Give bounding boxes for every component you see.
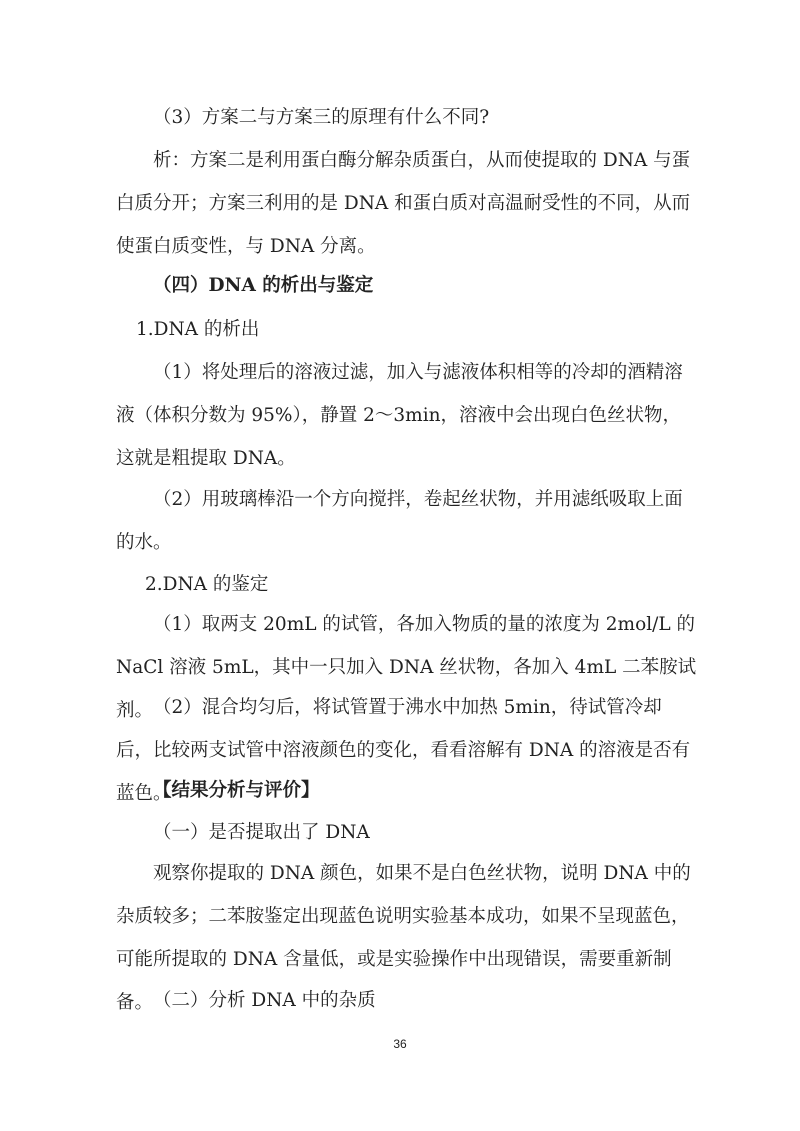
section-heading-4: （四）DNA 的析出与鉴定 — [153, 275, 374, 296]
subheading-dna-identification: 2.DNA 的鉴定 — [145, 574, 269, 595]
observation-paragraph: 观察你提取的 DNA 颜色，如果不是白色丝状物，说明 DNA 中的杂质较多；二苯胺鉴定出现蓝色说明实验基本成功，如果不呈现蓝色，可能所提取的 DNA 含量低，或是实验操作中出现错误，需要重新制备。 — [116, 863, 691, 1013]
subheading-extraction-check: （一）是否提取出了 DNA — [153, 822, 370, 843]
step-1-precipitation: （1）将处理后的溶液过滤，加入与滤液体积相等的冷却的酒精溶液（体积分数为 95%），静置 2～3min，溶液中会出现白色丝状物，这就是粗提取 DNA。 — [116, 362, 683, 469]
step-1-identification: （1）取两支 20mL 的试管，各加入物质的量的浓度为 2mol/L 的 NaCl 溶液 5mL，其中一只加入 DNA 丝状物，各加入 4mL 二苯胺试剂。 — [116, 614, 697, 721]
page-number: 36 — [393, 1037, 407, 1051]
question-3: （3）方案二与方案三的原理有什么不同? — [153, 107, 490, 128]
section-heading-results: 【结果分析与评价】 — [153, 780, 320, 801]
subheading-dna-precipitation: 1.DNA 的析出 — [136, 319, 260, 340]
answer-paragraph: 析：方案二是利用蛋白酶分解杂质蛋白，从而使提取的 DNA 与蛋白质分开；方案三利用的是 DNA 和蛋白质对高温耐受性的不同，从而使蛋白质变性，与 DNA 分离。 — [116, 150, 691, 257]
step-2-precipitation: （2）用玻璃棒沿一个方向搅拌，卷起丝状物，并用滤纸吸取上面的水。 — [116, 489, 683, 553]
subheading-impurity-analysis: （二）分析 DNA 中的杂质 — [153, 990, 376, 1011]
step-2-identification: （2）混合均匀后，将试管置于沸水中加热 5min，待试管冷却后，比较两支试管中溶液颜色的变化，看看溶解有 DNA 的溶液是否有蓝色。 — [116, 697, 691, 804]
